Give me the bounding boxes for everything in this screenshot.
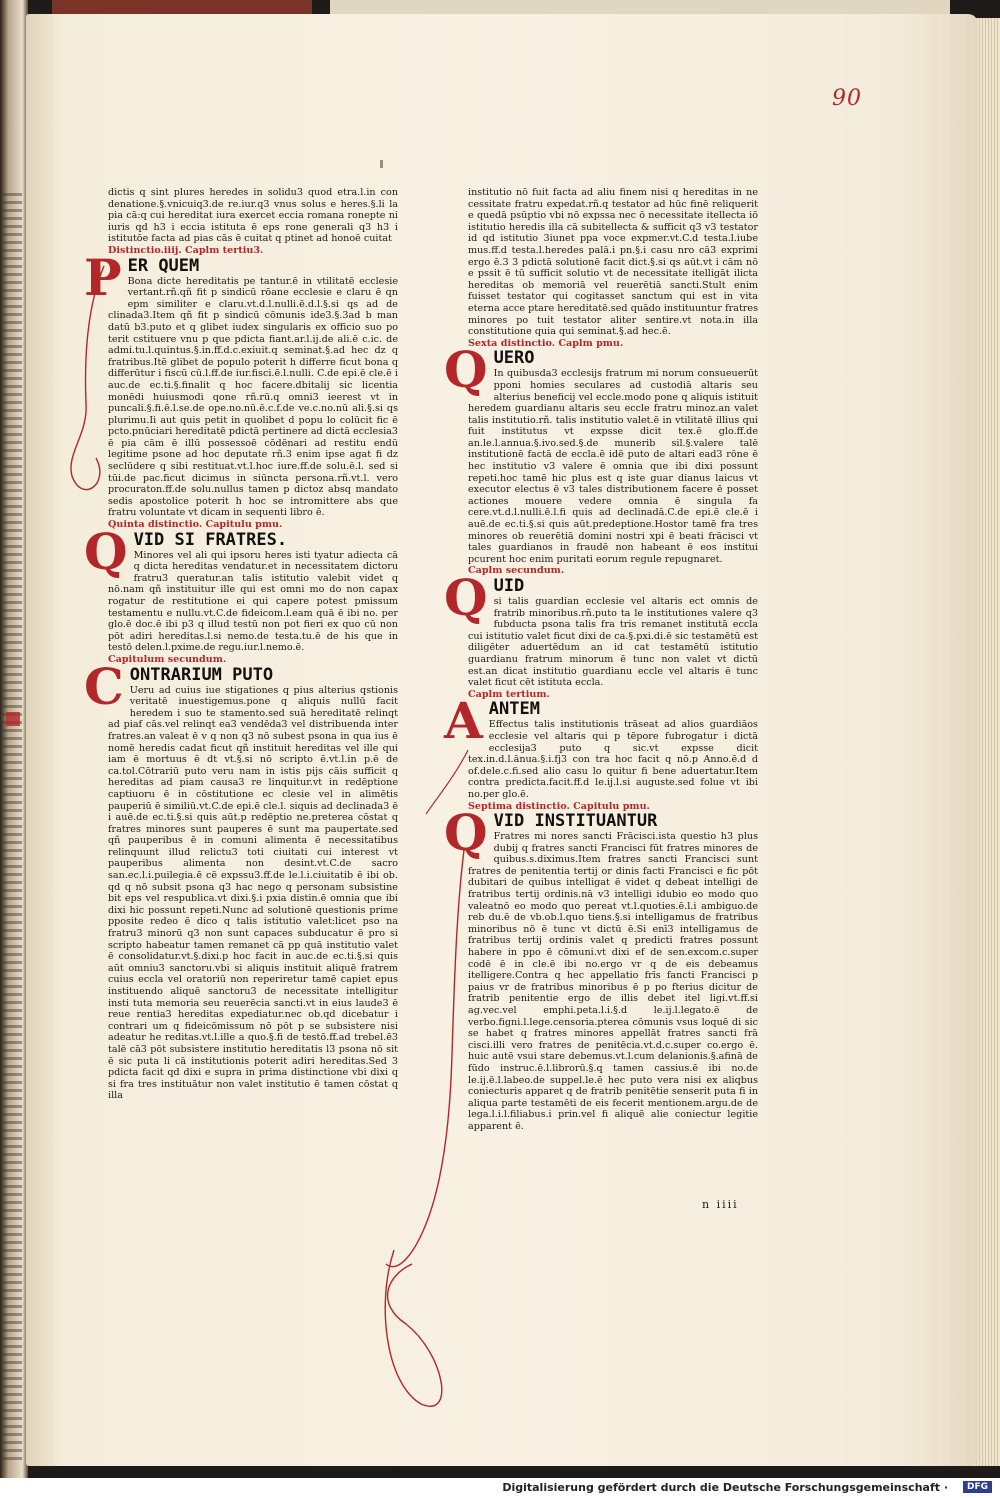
section-heading: ANTEM [488,699,540,720]
section-heading: UID [493,576,525,596]
rubric-heading: Sexta distinctio. Caplm pmu. [468,337,624,349]
initial-letter: Q [444,340,488,400]
dfg-logo: DFG [963,1481,992,1493]
paragraph: dictis q sint plures heredes in solidu3 quod etra.l.in con denatione.§.vnicuiq3.de re.iur.q3 vnus solus e heres.§.li la pia cā:q cui hereditat iura exercet eccia romana ronepte ni iuris qd h3 i eccia istituta ē eps rone generali q3 h3 i istitutōe facta ad pias cās ē cuitat q ptinet ad honoē cuitat [108,187,398,245]
left-page-edge [0,0,28,1478]
initial-letter: Q [444,568,488,627]
section-heading: ER QUEM [127,255,200,276]
section-heading: UERO [493,348,535,369]
paragraph: In quibusda3 ecclesijs fratrum mi norum consueuerūt pponi homies seculares ad custodiā altaris seu alterius beneficij vel eccle.modo pone q aliquis istituit heredem guardianu altaris seu eccle fratru minoz.an valet talis institutio.rñ. talis institutio valet.ē in vtilitatē illius qui fuit institutus vt expsse dicit tex.ē glo.ff.de an.le.l.annua.§.ivo.sed.§.de munerib sil.§.valere talē institutionē factā de eccla.ē idē puto de altari ead3 rōne ē hec institutio v3 valere ē omnia que ibi dixi possunt repeti.hoc tamē hic plus est q iste guar dianus laicus vt executor electus ē v3 tales distributionem facere ē posset actiones mouere vedere omnia ē singula fa cere.vt.d.l.nulli.ē.l.fi quis ad declinadā.C.de epi.ē cle.ē i auē.de ec.ti.§.si quis aūt.predeptione.Hostor tamē fra tres minores ob reuerētiā domini nostri xpi ē beati frācisci vt tales guardianos in fraudē non habeant ē eos institui pcurent hoc enim puritati eorum regule repugnaret. [468,368,758,565]
initial-letter: Q [84,521,128,581]
footer-bar [0,1478,1000,1498]
paragraph: institutio nō fuit facta ad aliu finem nisi q hereditas in ne cessitate fratru expedat.rñ.q testator ad hūc finē reliquerit e quedā psūptio vbi nō expssa nec ō necessitate itellecta iō istitutio heredis illa cā subitellecta & sufficit q3 v3 testator id qd istitutio 3iunet ppa voce expmer.vt.C.d testa.l.iube mus.ff.d testa.l.heredes palā.i pn.§.i casu nro cā3 exprimi ergo ē.3 3 pdictā solutionē facit dict.§.si qs aūt.vt i cām nō e pssit ē tū sufficit solutio vt de necessitate itelligāt ilicta hereditas ob memoriā vel reuerētiā sancti.Stult enim fuisset testator qui cogitasset sanctum qui est in vita eterna acce ptare hereditatē.sed quādo instituuntur fratres minores po tuit testator aliter sentire.vt nota.in illa constitutione quia qui seminat.§.ad hec.ē. [468,187,758,338]
rubric-heading: Caplm secundum. [468,565,565,577]
rubric-heading: Septima distinctio. Capitulu pmu. [468,800,650,812]
rubric-heading: Caplm tertium. [468,688,550,700]
initial-letter: P [84,247,122,307]
paragraph: Minores vel ali qui ipsoru heres isti tyatur adiecta cā q dicta hereditas vendatur.et in necessitatem dictoru fratru3 queratur.an talis istitutio valebit videt q nō.nam qñ instituitur ille qui est omni mo do non capax rogatur de restitutione ei qui capere potest pmissum testamentu e nullu.vt.C.de fideicom.l.eam quā ē ibi no. per glo.ē doc.ē ibi p3 q illud testū non pot fieri ex quo cū non pōt adiri hereditas.l.si nemo.de testa.tu.ē de his que in testō delen.l.pxime.de regu.iur.l.nemo.ē. [108,549,398,654]
folio-number: 90 [832,86,862,111]
rubric-heading: Distinctio.iiij. Caplm tertiu3. [108,244,264,256]
left-page-text-fragment [0,190,22,1460]
initial-letter: A [444,691,483,751]
paragraph: si talis guardian ecclesie vel altaris ect omnis de fratrib minoribus.rñ.puto ta le institutiones valere q3 fubducta psona talis fra tris remanet institutā eccla cui istitutio valet ficut dixi de ca.§.pxi.di.ē sic testamētū est diligēter aduertēdum an id cat testamētū istitutio guardianu fratrum minorum ē tunc non valet vt dictū est.an dicat institutio guardianu eccle vel altaris ē tunc valet ficut cēt istituta eccla. [468,596,758,689]
right-text-column [444,187,758,1133]
signature-mark: n iiii [702,1198,739,1211]
initial-letter: C [84,656,124,716]
paragraph: Fratres mi nores sancti Frācisci.ista questio h3 plus dubij q fratres sancti Francisci fūt fratres minores de quibus.s.diximus.Item fratres sancti Francisci sunt fratres de penitentia tertij or dinis facti Francisci e fic pōt dubitari de quibus intelligat ē videt q debeat intelligi de fratribus tertij ordinis.nā v3 intelligi idubio eo modo quo valeatnō eo modo quo pereat vt.l.quoties.ē.l.i ambiguo.de reb du.ē de vb.ob.l.quo tiens.§.si intelligamus de fratribus minoribus nō ē tunc vt dictū ē.Si enī3 intelligamus de fratribus tertij ordinis valet q predicti fratres possunt habere in ppo ē cōmuni.vt dixi ef de sen.excom.c.super codē ē in cle.ē ibi no.ergo vr q de eis debeamus itelligere.Contra q hec appellatio frīs fancti Francisci p paius vr de fratribus minoribus ē p po fterius dicitur de fratrib penitentie ergo de illis debet itel ligi.vt.ff.si ag.vec.vel emphi.peta.l.i.§.d le.ij.l.legato.ē de verbo.figni.l.lege.censoria.pterea cōmunis vsus loquē di sic se habet q fratres minores appellāt fratres sancti frā cisci.illi vero fratres de penitēcia.vt.d.c.super co.ergo ē. huic autē vsui stare debemus.vt.l.cum delanionis.§.afinā de fūdo instruc.ē.l.librorū.§.q tamen cassius.ē ibi no.de le.ij.ē.l.labeo.de suppel.le.ē hec puto vera nisi ex aliqbus coniecturis apparet q de fratrib penitētie senserit puta fi in aliqua parte testamēti de eis fecerit mentionem.argu.de de lega.l.i.l.filiabus.i prin.vel fi aliquē alie coniectur legitie apparent ē. [468,831,758,1132]
initial-letter: Q [444,803,488,863]
binding-strip [52,0,312,14]
rubric-heading: Quinta distinctio. Capitulu pmu. [108,519,283,531]
section-heading: VID INSTITUANTUR [493,811,658,832]
left-text-column [84,187,398,1102]
top-edge [330,0,950,14]
paragraph: Effectus talis institutionis trāseat ad alios guardiāos ecclesie vel altaris qui p tēpore fubrogatur i dictā ecclesija3 puto q sic.vt expsse dicit tex.in.d.l.ānua.§.i.fj3 con tra hoc facit q nō.p Anno.ē.d d of.dele.c.fi.sed alio casu lo quitur fi bene aduertatur.Item contra predicta.facit.ff.d le.ij.l.si auguste.sed folue vt ibi no.per glo.ē. [468,719,758,800]
section-heading: VID SI FRATRES. [133,529,288,550]
paragraph: Bona dicte hereditatis pe tantur.ē in vtilitatē ecclesie vertant.rñ.qñ fit p sindicū rōane ecclesie e claru ē qn epm similiter e claru.vt.d.l.nulli.ē.d.l.§.si qs ad de clinada3.Item qñ fit p sindicū cōmunis ide3.§.3ad b man datū b3.puto et q glibet iudex singularis ex officio suo po terit cstituere vnu p que pdicta fiant.ar.l.ij.de ali.ē c.ic. de admi.tu.l.quintus.§.in.ff.d.c.exiuit.q seminat.§.ad hec dz q fratribus.Itē glibet de populo poterit h differre ficut bona q differūtur i fiscū cū.l.ff.de iur.fisci.ē.l.nulli. C.de epi.ē cle.ē i auc.de ec.ti.§.finalit q hoc facere.dbitalij sic licentia monēdi huiusmodi qone rñ.rū.q omni3 ieerest vt in puncali.§.fi.ē.l.se.de ope.no.nū.ē.c.f.de ve.c.no.nū ali.§.si qs plurimu.Ii aut quis petit in quolibet d popu lo colūcit fic ē pcto.pnūciari hereditatē pdictā pertinere ad dictā ecclesia3 ē pia cām ē illū possessoē cōdēnari ad restitu endū legitime psone ad hoc deputate rñ.3 enim ipse agat fi dz seclūdere q sibi restituat.vt.l.hoc iure.ff.de solu.ē.l. sed si tūi.de pac.ficut dicimus in siūncta persona.rñ.vt.l. vero procuraton.ff.de solu.nullus tamen p dictoz absq mandato sedis apostolice poterit h hoc se intromittere abs que fratru voluntate vt dicam in sequenti libro ē. [108,275,398,519]
section-heading: ONTRARIUM PUTO [129,664,274,685]
paragraph: Ueru ad cuius iue stigationes q pius alterius qstionis veritatē inuestigemus.pone q aliquis nullū facit heredem i suo te stamento.sed suā hereditatē relinqt ad piaf cās.vel relinqt ea3 vendēda3 vel distribuenda inter fratres.an valeat ē v q non q3 nō subest psona in qua ius ē nomē heredis cadat ficut qñ instituit hereditas vel ille qui iam ē mortuus ē dt vt.§.si nō scripto ē.vt.l.in p.ē de ca.tol.Cōtrariū puto veru nam in istis pijs cāis sufficit q hereditas ad piam causa3 re linquitur.vt in redēptione captiuoru ē in cōstitutione ec clesie vel in alimētis pauperiū ē similiū.vt.C.de epi.ē cle.l. siquis ad declinada3 ē i auē.de ec.ti.§.si quis aūt.p redēptio ne.preterea cōstat q fratres minores sunt pauperes ē sunt ma paupertate.sed qñ pauperibus ē in comuni alimenta ē necessitatibus relinquunt illud relictu3 toti ciuitati cui interest vt pauperibus alimenta non desint.vt.C.de sacro san.ec.l.i.puilegia.ē cē expssu3.ff.de le.l.i.ciuitatib ē ibi ob. qd q nō subsit psona q3 hac nego q personam subsistine bit eps vel respublica.vt dixi.§.i pxia distin.ē omnia que ibi dixi hic possunt repeti.Nunc ad solutionē questionis prime pposite redeo ē dico q talis istitutio valet:licet pso na fratru3 minorū q3 non sunt capaces subducatur ē pro si scripto habeatur tamen remanet cā pp quā institutio valet ē consolidatur.vt.§.dixi.p hoc facit in auc.de ec.ti.§.si quis aūt omniu3 sanctoru.vbi si aliquis instituit aliquē fratrem cuius eccla vel oratoriū non reperiretur tamē capiet epus instituendo aliquē sanctoru3 de necessitate intelligitur insti tuta memoria seu reuerēcia sancti.vt in eius laude3 ē reue rentia3 hereditas expediatur.nec ob.qd dicebatur i contrari um q fideicōmissum nō pōt p se subsistere nisi adeatur he reditas.vt.l.ille a quo.§.fi de testō.ff.ad trebel.ē3 talē cā3 pōt subsistere institutio hereditatis l3 psona nō sit ē sic puta li cā institutionis poterit adiri hereditas.Sed 3 pdicta facit qd dixi e supra in prima distinctione vbi dixi q si fra tres instituātur non valet institutio ē tamen cōstat q illa [108,684,398,1102]
digitization-credit: Digitalisierung gefördert durch die Deutsche Forschungsgemeinschaft · [502,1481,948,1494]
page-mark [380,160,383,168]
rubric-heading: Capitulum secundum. [108,653,227,665]
left-page-rubric-fragment [6,712,20,726]
